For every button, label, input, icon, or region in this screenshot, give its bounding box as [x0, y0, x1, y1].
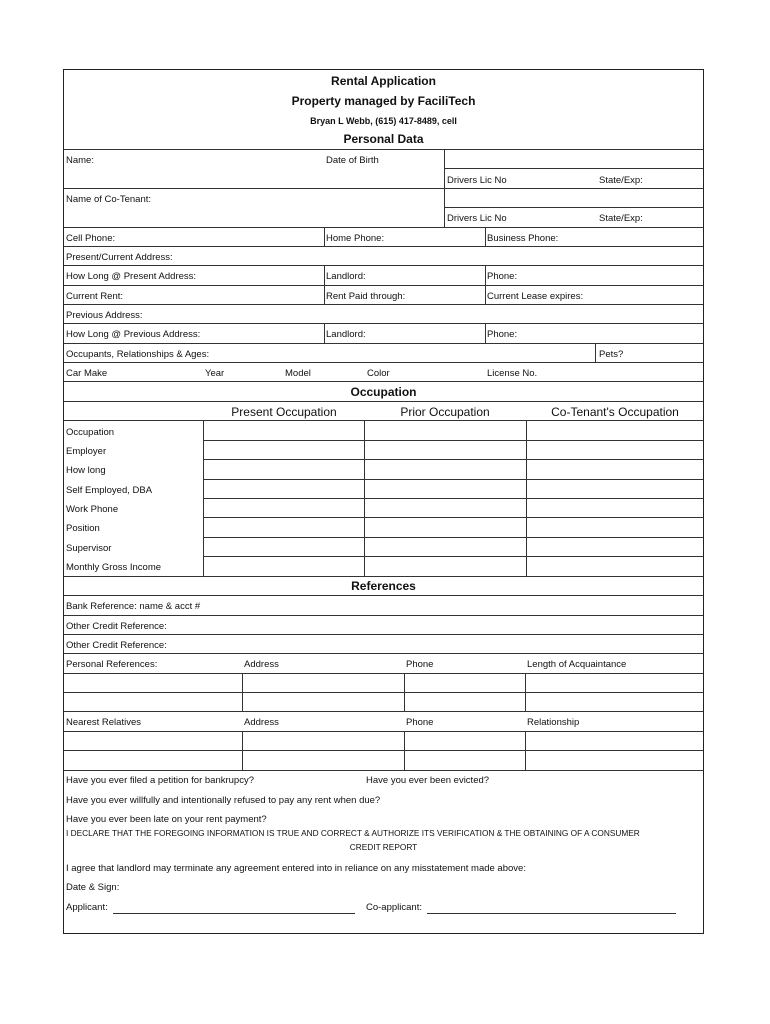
car-make-label: Car Make [66, 368, 108, 379]
rule [64, 634, 703, 635]
nearest-relatives-label: Nearest Relatives [66, 717, 141, 728]
model-label: Model [285, 368, 311, 379]
row-occupation: Occupation [66, 427, 115, 438]
rule [324, 265, 325, 304]
how-long-present-label: How Long @ Present Address: [66, 271, 197, 282]
rule [64, 343, 703, 344]
rule [64, 304, 703, 305]
rule [64, 149, 703, 150]
rule [64, 750, 703, 751]
rule [324, 227, 325, 246]
agree-statement: I agree that landlord may terminate any agreement entered into in reliance on any misstatement made above: [66, 863, 526, 874]
rule [64, 227, 703, 228]
present-address-label: Present/Current Address: [66, 252, 173, 263]
address-label-2: Address [244, 717, 279, 728]
rule [64, 615, 703, 616]
cell-phone-label: Cell Phone: [66, 233, 116, 244]
phone-label-2: Phone: [487, 329, 518, 340]
landlord-label-2: Landlord: [326, 329, 366, 340]
rule [525, 673, 526, 712]
rule [324, 323, 325, 343]
relationship-label: Relationship [527, 717, 580, 728]
phone-label: Phone: [487, 271, 518, 282]
row-work-phone: Work Phone [66, 504, 119, 515]
declaration-line-2: CREDIT REPORT [349, 842, 418, 852]
col-cotenant-occupation: Co-Tenant's Occupation [551, 405, 679, 419]
rule [203, 459, 703, 460]
rule [525, 731, 526, 770]
row-monthly-income: Monthly Gross Income [66, 562, 162, 573]
rule [203, 537, 703, 538]
bankruptcy-question: Have you ever filed a petition for bankrupcy? [66, 775, 254, 786]
row-supervisor: Supervisor [66, 543, 112, 554]
name-label: Name: [66, 155, 94, 166]
phone-label-ref: Phone [406, 659, 434, 670]
color-label: Color [367, 368, 390, 379]
phone-label-ref-2: Phone [406, 717, 434, 728]
section-personal-data: Personal Data [343, 132, 424, 146]
row-employer: Employer [66, 446, 107, 457]
rule [64, 188, 703, 189]
rule [64, 770, 703, 771]
state-exp-label-2: State/Exp: [599, 213, 643, 224]
state-exp-label: State/Exp: [599, 175, 643, 186]
applicant-signature-line[interactable] [113, 913, 355, 914]
rule [485, 227, 486, 246]
year-label: Year [205, 368, 225, 379]
rule [242, 731, 243, 770]
applicant-label: Applicant: [66, 902, 108, 913]
bank-reference-label: Bank Reference: name & acct # [66, 601, 201, 612]
lease-expires-label: Current Lease expires: [487, 291, 584, 302]
rule [203, 498, 703, 499]
rule [64, 420, 703, 421]
rule [595, 343, 596, 362]
length-label: Length of Acquaintance [527, 659, 627, 670]
rule [64, 362, 703, 363]
rule [64, 246, 703, 247]
business-phone-label: Business Phone: [487, 233, 559, 244]
evicted-question: Have you ever been evicted? [366, 775, 490, 786]
refused-rent-question: Have you ever willfully and intentionally refused to pay any rent when due? [66, 795, 381, 806]
rule [64, 595, 703, 596]
form-title: Rental Application [331, 74, 436, 88]
rental-application-form [63, 69, 704, 934]
rule [64, 731, 703, 732]
rule [203, 517, 703, 518]
rule [203, 556, 703, 557]
rule [444, 168, 703, 169]
personal-references-label: Personal References: [66, 659, 158, 670]
license-label: License No. [487, 368, 538, 379]
previous-address-label: Previous Address: [66, 310, 143, 321]
rule [64, 711, 703, 712]
rule [404, 673, 405, 712]
row-how-long: How long [66, 465, 106, 476]
rule [485, 265, 486, 304]
co-applicant-label: Co-applicant: [366, 902, 422, 913]
rent-paid-label: Rent Paid through: [326, 291, 406, 302]
rule [64, 265, 703, 266]
late-rent-question: Have you ever been late on your rent payment? [66, 814, 267, 825]
other-credit-label-2: Other Credit Reference: [66, 640, 167, 651]
address-label: Address [244, 659, 279, 670]
cotenant-label: Name of Co-Tenant: [66, 194, 152, 205]
other-credit-label-1: Other Credit Reference: [66, 621, 167, 632]
pets-label: Pets? [599, 349, 624, 360]
col-prior-occupation: Prior Occupation [400, 405, 490, 419]
rule [64, 401, 703, 402]
rule [485, 323, 486, 343]
current-rent-label: Current Rent: [66, 291, 124, 302]
rule [444, 207, 703, 208]
row-position: Position [66, 523, 100, 534]
rule [242, 673, 243, 712]
how-long-previous-label: How Long @ Previous Address: [66, 329, 201, 340]
occupants-label: Occupants, Relationships & Ages: [66, 349, 210, 360]
date-sign-label: Date & Sign: [66, 882, 120, 893]
co-applicant-signature-line[interactable] [427, 913, 676, 914]
drivers-lic-label: Drivers Lic No [447, 175, 507, 186]
rule [64, 285, 703, 286]
section-references: References [351, 579, 416, 593]
form-subtitle: Property managed by FaciliTech [291, 94, 476, 108]
rule [64, 653, 703, 654]
rule [64, 673, 703, 674]
rule [64, 323, 703, 324]
rule [64, 692, 703, 693]
row-self-employed: Self Employed, DBA [66, 485, 153, 496]
declaration-line-1: I DECLARE THAT THE FOREGOING INFORMATION IS TRUE AND CORRECT & AUTHORIZE ITS VERIFICATION & THE OBTAINING OF A CONSUMER [66, 828, 640, 838]
home-phone-label: Home Phone: [326, 233, 385, 244]
landlord-label: Landlord: [326, 271, 366, 282]
drivers-lic-label-2: Drivers Lic No [447, 213, 507, 224]
rule [64, 381, 703, 382]
rule [404, 731, 405, 770]
contact-line: Bryan L Webb, (615) 417-8489, cell [310, 116, 457, 126]
dob-label: Date of Birth [326, 155, 379, 166]
rule [203, 440, 703, 441]
col-present-occupation: Present Occupation [231, 405, 337, 419]
rule [203, 479, 703, 480]
rule [64, 576, 703, 577]
section-occupation: Occupation [350, 385, 417, 399]
